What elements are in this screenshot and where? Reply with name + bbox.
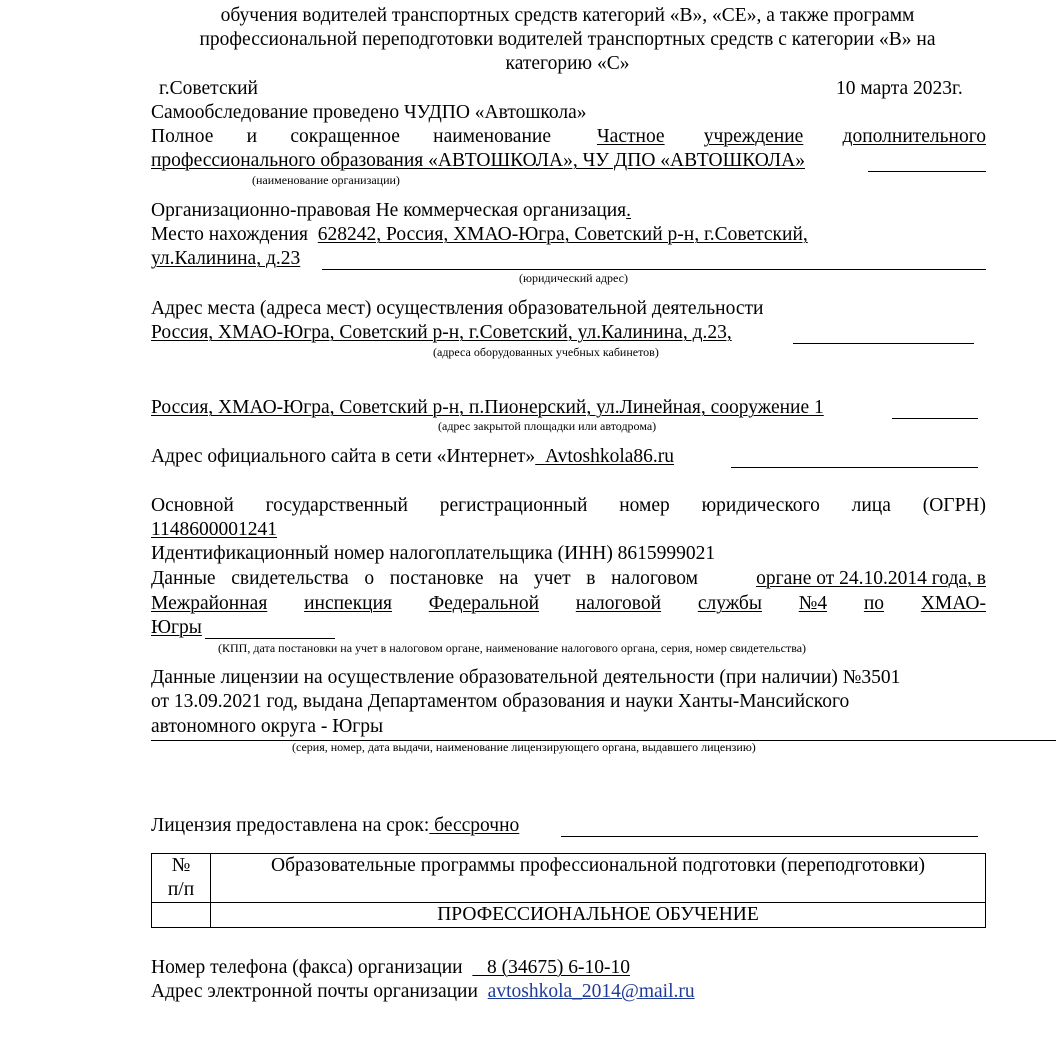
- org-name-value-line-2: профессионального образования «АВТОШКОЛА», ЧУ ДПО «АВТОШКОЛА»: [151, 150, 805, 171]
- tax-cert-label: Данные свидетельства о постановке на учет в налоговом: [151, 568, 698, 589]
- tax-cert-value-line-3: Югры: [151, 617, 202, 638]
- license-line-3: автономного округа - Югры: [151, 716, 384, 737]
- ogrn-value: 1148600001241: [151, 519, 278, 540]
- fill-line: [868, 171, 986, 172]
- ogrn-label: Основной государственный регистрационный номер юридического лица (ОГРН): [151, 495, 986, 516]
- location-line-2: ул.Калинина, д.23: [151, 248, 301, 269]
- license-term-line: Лицензия предоставлена на срок: бессрочно: [151, 815, 520, 836]
- tax-cert-caption: (КПП, дата постановки на учет в налоговом органе, наименование налогового органа, серия, номер свидетельства): [218, 641, 807, 655]
- activity-address-caption-1: (адреса оборудованных учебных кабинетов): [433, 345, 659, 359]
- table-cell-number: [152, 903, 211, 928]
- document-date: 10 марта 2023г.: [836, 78, 963, 99]
- table-row: [152, 903, 986, 928]
- fill-line: [793, 343, 974, 344]
- table-header-row: [152, 854, 986, 903]
- location-caption: (юридический адрес): [519, 271, 628, 285]
- self-examination-note: Самообследование проведено ЧУДПО «Автошкола»: [151, 102, 587, 123]
- tax-cert-value-line-1: органе от 24.10.2014 года, в: [756, 568, 986, 589]
- activity-address-caption-2: (адрес закрытой площадки или автодрома): [438, 419, 657, 433]
- org-name-label: Полное и сокращенное наименование: [151, 126, 551, 147]
- legal-form: Организационно-правовая Не коммерческая организация.: [151, 200, 632, 221]
- programs-table: [151, 853, 986, 928]
- email-link[interactable]: avtoshkola_2014@mail.ru: [487, 981, 695, 1002]
- tax-cert-value-line-2: Межрайонная инспекция Федеральной налоговой службы №4 по ХМАО-: [151, 593, 986, 614]
- fill-line: [731, 467, 978, 468]
- activity-address-value-2: Россия, ХМАО-Югра, Советский р-н, п.Пионерский, ул.Линейная, сооружение 1: [151, 397, 824, 418]
- table-header-number: № п/п: [152, 854, 211, 903]
- email-line: Адрес электронной почты организации avtoshkola_2014@mail.ru: [151, 981, 695, 1002]
- table-header-programs: Образовательные программы профессиональной подготовки (переподготовки): [211, 854, 986, 903]
- city: г.Советский: [159, 78, 258, 99]
- inn: Идентификационный номер налогоплательщика (ИНН) 8615999021: [151, 543, 716, 564]
- org-name-caption: (наименование организации): [252, 173, 400, 187]
- header-line-2: профессиональной переподготовки водителей транспортных средств с категории «B» на: [199, 29, 936, 50]
- license-line-1: Данные лицензии на осуществление образовательной деятельности (при наличии) №3501: [151, 667, 901, 688]
- fill-line: [205, 638, 335, 639]
- license-line-2: от 13.09.2021 год, выдана Департаментом образования и науки Ханты-Мансийского: [151, 691, 850, 712]
- activity-address-value-1: Россия, ХМАО-Югра, Советский р-н, г.Советский, ул.Калинина, д.23,: [151, 322, 732, 343]
- table-cell-program: ПРОФЕССИОНАЛЬНОЕ ОБУЧЕНИЕ: [211, 903, 986, 928]
- fill-line: [322, 269, 986, 270]
- org-name-value-line-1: Частное учреждение дополнительного: [597, 126, 986, 147]
- header-line-3: категорию «C»: [505, 53, 630, 74]
- header-line-1: обучения водителей транспортных средств категорий «B», «CE», а также программ: [220, 5, 915, 26]
- activity-address-label: Адрес места (адреса мест) осуществления образовательной деятельности: [151, 298, 764, 319]
- website-line: Адрес официального сайта в сети «Интернет» Avtoshkola86.ru: [151, 446, 675, 467]
- phone-line: Номер телефона (факса) организации 8 (34675) 6-10-10: [151, 957, 630, 978]
- license-caption: (серия, номер, дата выдачи, наименование лицензирующего органа, выдавшего лицензию): [292, 740, 756, 754]
- fill-line: [561, 836, 978, 837]
- location-line-1: Место нахождения 628242, Россия, ХМАО-Югра, Советский р-н, г.Советский,: [151, 224, 808, 245]
- fill-line: [892, 418, 978, 419]
